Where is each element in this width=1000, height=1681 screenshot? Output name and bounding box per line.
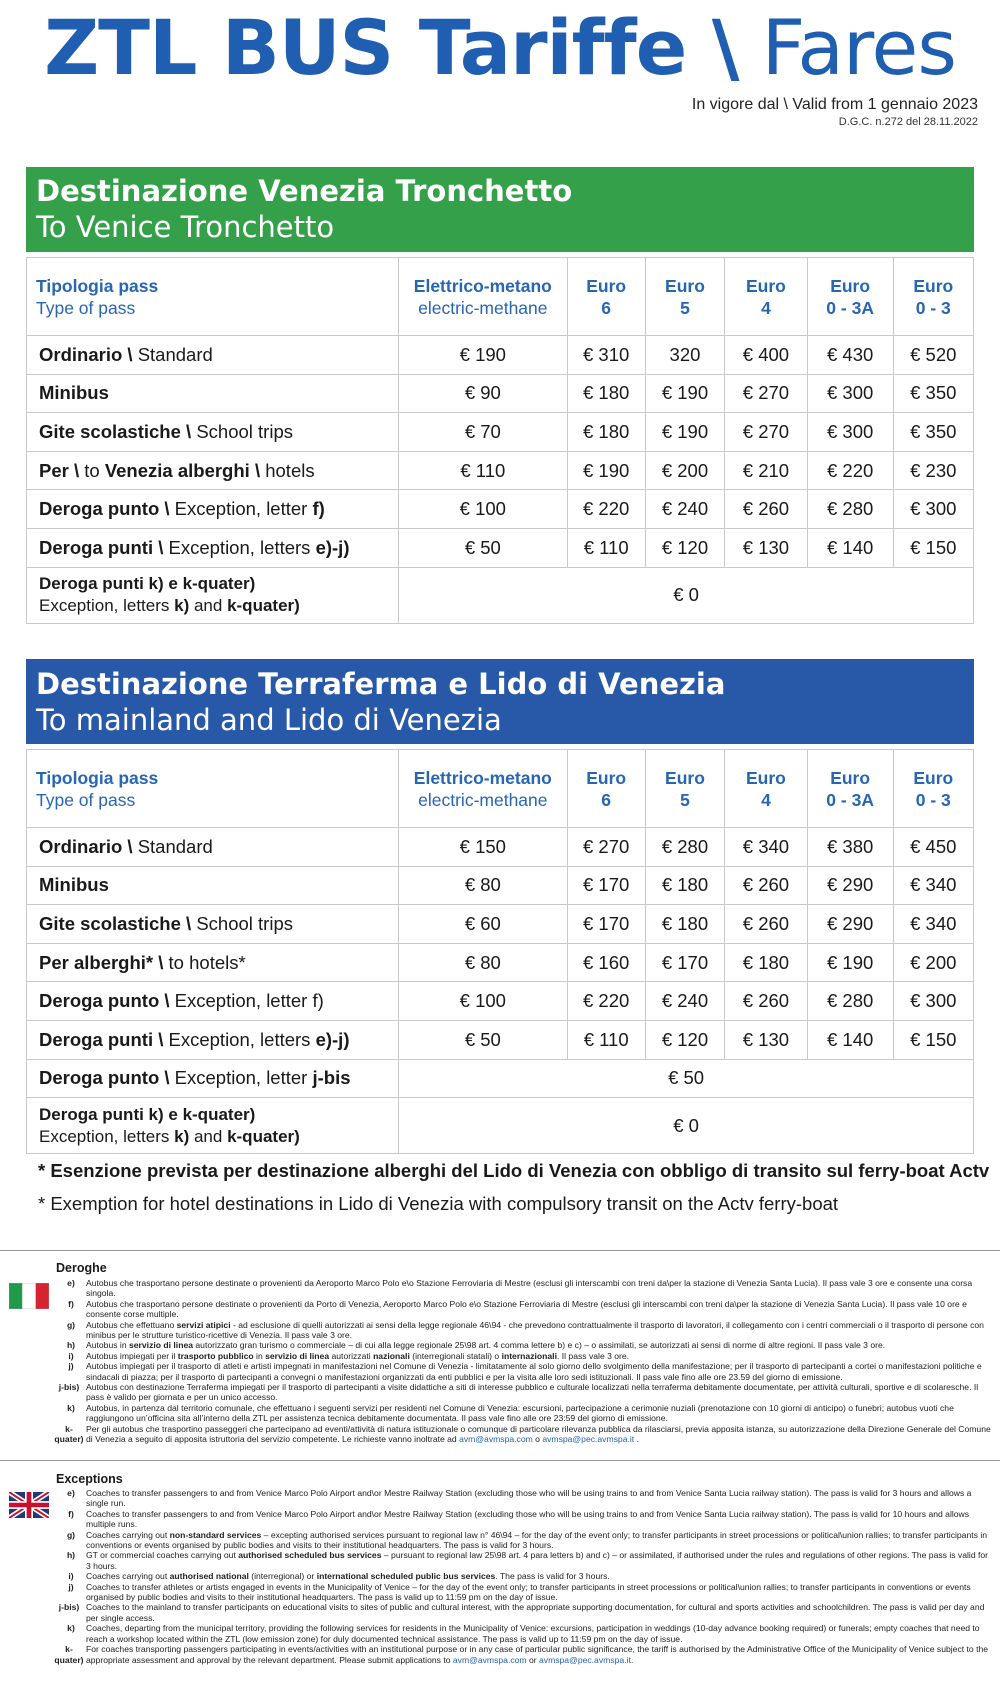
list-item: j-bis) Coaches to the mainland to transfer participants on educational visits to sites of public and cultural interest, with the appropriate supporting documentation, for cultural and sports activities and schoolchildren. The pass is valid per day and per single access. [58, 1602, 985, 1623]
fare-cell: € 100 [399, 490, 567, 529]
fare-cell: € 190 [807, 943, 893, 982]
mainland-fares-table [26, 749, 974, 1154]
table-row [27, 413, 974, 452]
uk-flag-icon [9, 1492, 49, 1518]
table-header-row [27, 750, 974, 828]
fare-cell: € 400 [725, 336, 808, 375]
fare-cell: € 200 [893, 943, 973, 982]
fare-cell: € 270 [567, 828, 645, 867]
valid-from: In vigore dal \ Valid from 1 gennaio 2023 [691, 96, 978, 113]
fare-cell: € 100 [399, 982, 567, 1021]
fare-cell: € 280 [645, 828, 724, 867]
fare-cell: € 60 [399, 905, 567, 944]
fare-cell: € 110 [567, 1020, 645, 1059]
fare-cell: € 190 [645, 413, 724, 452]
pec-email-link[interactable]: avmspa@pec.avmspa.it [542, 1434, 635, 1445]
row-label: Deroga punti \ Exception, letters e)-j) [27, 1020, 399, 1059]
fare-cell: € 0 [399, 1098, 974, 1154]
deroghe-list [54, 1278, 992, 1445]
fare-cell: € 110 [399, 451, 567, 490]
fare-cell: € 170 [567, 905, 645, 944]
fare-cell: € 180 [645, 905, 724, 944]
fare-cell: € 270 [725, 413, 808, 452]
fare-cell: € 260 [725, 490, 808, 529]
fare-cell: € 290 [807, 866, 893, 905]
fare-cell: € 80 [399, 866, 567, 905]
list-item: k) Autobus, in partenza dal territorio comunale, che effettuano i seguenti servizi per residenti nel Comune di Venezia: escursioni, partecipazione a cerimonie nuziali (prenotazione con 10 giorni di anticipo) o funebri; autobus vuoti che raggiungono un’officina sita all’interno della ZTL per assistenza tecnica debitamente documentata. Il pass vale fino alle ore 23:59 del giorno di emissione. [67, 1402, 954, 1424]
fare-cell: € 260 [725, 866, 808, 905]
table-header-row [27, 258, 974, 336]
list-item: h) Autobus in servizio di linea autorizzato gran turismo o commerciale – di cui alla legge regionale 25\98 art. 4 comma lettere b) e c) – o assimilati, se autorizzati ai sensi di norme di altre regioni. Il pass vale 3 ore. [66, 1340, 886, 1351]
fare-cell: € 0 [399, 567, 974, 623]
fare-cell: € 310 [567, 336, 645, 375]
fare-cell: € 170 [567, 866, 645, 905]
fare-cell: € 180 [725, 943, 808, 982]
email-link[interactable]: avm@avmspa.com [452, 1654, 527, 1665]
col-euro-0-3a: Euro 0 - 3A [807, 258, 893, 336]
fare-cell: € 190 [567, 451, 645, 490]
table-row [27, 451, 974, 490]
fare-cell: € 120 [645, 528, 724, 567]
fare-cell: € 230 [893, 451, 973, 490]
row-label: Deroga punto \ Exception, letter j-bis [27, 1059, 399, 1098]
table-row [27, 866, 974, 905]
exceptions-section [0, 1460, 1000, 1680]
fare-cell: € 520 [893, 336, 973, 375]
fare-cell: € 150 [399, 828, 567, 867]
pec-email-link[interactable]: avmspa@pec.avmspa.it [539, 1654, 631, 1665]
fare-cell: € 300 [893, 490, 973, 529]
fare-cell: € 150 [893, 528, 973, 567]
mainland-title-en: To mainland and Lido di Venezia [36, 703, 502, 737]
fare-cell: € 280 [807, 490, 893, 529]
fare-cell: € 130 [725, 528, 808, 567]
table-row [27, 982, 974, 1021]
fare-cell: € 180 [567, 413, 645, 452]
fare-cell: € 350 [893, 413, 973, 452]
title-thin: Fares [761, 3, 956, 92]
fare-cell: € 210 [725, 451, 808, 490]
fare-cell: € 90 [399, 374, 567, 413]
fare-cell: € 290 [807, 905, 893, 944]
table-row [27, 905, 974, 944]
fare-cell: € 340 [725, 828, 808, 867]
row-label: Per \ to Venezia alberghi \ hotels [27, 451, 399, 490]
fare-cell: € 160 [567, 943, 645, 982]
row-label: Deroga punto \ Exception, letter f) [27, 982, 399, 1021]
fare-cell: € 240 [645, 490, 724, 529]
fare-cell: € 180 [567, 374, 645, 413]
col-euro-0-3: Euro 0 - 3 [893, 258, 973, 336]
list-item: j-bis) Autobus con destinazione Terraferma impiegati per il trasporto di partecipanti a visite didattiche a siti di interesse pubblico e culturale localizzati nella terraferma debitamente documentate, per attività culturali, sportive e di scolaresche. Il pass è valido per giornata e per un unico accesso. [58, 1382, 979, 1403]
row-label: Per alberghi* \ to hotels* [27, 943, 399, 982]
fare-cell: 320 [645, 336, 724, 375]
row-label: Deroga punti k) e k-quater) Exception, letters k) and k-quater) [27, 1098, 399, 1154]
row-label: Deroga punti \ Exception, letters e)-j) [27, 528, 399, 567]
list-item: h) GT or commercial coaches carrying out authorised scheduled bus services – pursuant to regional law 25\98 art. 4 para letters b) and c) – or assimilated, if authorised under the rules and regulations of other regions. The pass is valid for 3 hours. [66, 1550, 989, 1571]
table-row [27, 490, 974, 529]
fare-cell: € 350 [893, 374, 973, 413]
table-row [27, 1020, 974, 1059]
fare-cell: € 260 [725, 905, 808, 944]
table-row [27, 528, 974, 567]
deroghe-heading: Deroghe [56, 1261, 107, 1275]
list-item: i) Autobus impiegati per il trasporto pubblico in servizio di linea autorizzati nazionali (interregionali statali) o internazionali. Il pass vale 3 ore. [68, 1350, 630, 1361]
tronchetto-title-en: To Venice Tronchetto [36, 210, 335, 244]
row-label: Minibus [27, 866, 399, 905]
col-type-of-pass: Tipologia pass Type of pass [27, 750, 399, 828]
fare-cell: € 180 [645, 866, 724, 905]
col-euro-0-3: Euro 0 - 3 [893, 750, 973, 828]
list-item: f) Coaches to transfer passengers to and from Venice Marco Polo Airport and\or Mestre Railway Station (excluding those who will be using trains to and from Venice Santa Lucia railway station). The pass is valid for 10 hours and allows multiple runs. [68, 1508, 970, 1530]
fare-cell: € 280 [807, 982, 893, 1021]
fare-cell: € 200 [645, 451, 724, 490]
list-item: j) Autobus impiegati per il trasporto di atleti e artisti impegnati in manifestazioni nel Comune di Venezia - limitatamente al solo giorno dello svolgimento della manifestazione; per il trasporto di partecipanti a cortei o manifestazioni politiche e sindacali di piazza; per il trasporto di partecipanti a convegni o manifestazioni organizzati da enti pubblici e per la visita alle loro sedi istituzionali. Il pass vale fino alle ore 23.59 del giorno di emissione. [68, 1361, 982, 1382]
fare-cell: € 340 [893, 866, 973, 905]
tronchetto-title-it: Destinazione Venezia Tronchetto [36, 174, 573, 208]
fare-cell: € 130 [725, 1020, 808, 1059]
table-row [27, 943, 974, 982]
col-euro-0-3a: Euro 0 - 3A [807, 750, 893, 828]
row-label: Gite scolastiche \ School trips [27, 413, 399, 452]
col-euro-4: Euro 4 [725, 750, 808, 828]
col-electric-methane: Elettrico-metano electric-methane [399, 750, 567, 828]
row-label: Ordinario \ Standard [27, 828, 399, 867]
fare-cell: € 300 [807, 374, 893, 413]
fare-cell: € 260 [725, 982, 808, 1021]
col-euro-5: Euro 5 [645, 258, 724, 336]
fare-cell: € 50 [399, 1059, 974, 1098]
row-label: Minibus [27, 374, 399, 413]
exemption-note-en: * Exemption for hotel destinations in Lido di Venezia with compulsory transit on the Actv ferry-boat [38, 1193, 839, 1214]
fare-cell: € 240 [645, 982, 724, 1021]
fare-cell: € 270 [725, 374, 808, 413]
list-item: k-quater) For coaches transporting passengers participating in events/activities with an institutional purpose or in any case of particular public significance, the tariff is authorised by the Administrative Office of the Municipality of Venice subject to the appropriate assessment and approval by the relevant department. Please submit applications to avm@avmspa.com or avmspa@pec.avmspa.it. [54, 1644, 989, 1665]
validity-info [692, 95, 978, 129]
mainland-title-it: Destinazione Terraferma e Lido di Venezia [36, 667, 726, 701]
col-euro-6: Euro 6 [567, 750, 645, 828]
dgc-reference: D.G.C. n.272 del 28.11.2022 [838, 116, 978, 128]
fare-cell: € 70 [399, 413, 567, 452]
title-bold: ZTL BUS Tariffe \ [44, 3, 739, 92]
fare-cell: € 220 [567, 490, 645, 529]
fare-cell: € 430 [807, 336, 893, 375]
tronchetto-banner [26, 167, 974, 252]
fare-cell: € 220 [567, 982, 645, 1021]
fare-cell: € 80 [399, 943, 567, 982]
exceptions-heading: Exceptions [56, 1472, 123, 1486]
list-item: k) Coaches, departing from the municipal territory, providing the following services for residents in the Municipality of Venice: excursions, participation in weddings (10-day advance booking required) or funerals; empty coaches that need to reach a workshop located within the ZTL (low emission zone) for duly documented technical assistance. The pass is valid up to 11:59 pm on the day of issue. [67, 1623, 980, 1644]
fare-cell: € 340 [893, 905, 973, 944]
fare-cell: € 50 [399, 1020, 567, 1059]
table-row [27, 567, 974, 623]
email-link[interactable]: avm@avmspa.com [459, 1434, 533, 1445]
list-item: g) Autobus che effettuano servizi atipici - ad esclusione di quelli autorizzati ai sensi della legge regionale 46\94 - che prevedono contrattualmente il trasporto di lavoratori, il collegamento con i centri commerciali o il trasporto di persone con minibus per le strutture turistico-ricettive di Venezia. Il pass vale 3 ore. [66, 1319, 984, 1341]
fare-cell: € 220 [807, 451, 893, 490]
exceptions-list [54, 1488, 992, 1665]
mainland-banner [26, 659, 974, 744]
table-row [27, 336, 974, 375]
table-row [27, 1059, 974, 1098]
fare-cell: € 150 [893, 1020, 973, 1059]
table-row [27, 1098, 974, 1154]
list-item: e) Autobus che trasportano persone destinate o provenienti da Aeroporto Marco Polo e\o Stazione Ferroviaria di Mestre (esclusi gli interscambi con treni da\per la stazione di Venezia Santa Lucia). Il pass vale 3 ore e consente una corsa singola. [67, 1278, 973, 1299]
col-euro-6: Euro 6 [567, 258, 645, 336]
table-row [27, 828, 974, 867]
tronchetto-fares-table [26, 257, 974, 624]
page-title [0, 2, 1000, 94]
italian-flag-icon [9, 1283, 49, 1309]
fare-cell: € 380 [807, 828, 893, 867]
fare-cell: € 170 [645, 943, 724, 982]
fare-cell: € 300 [893, 982, 973, 1021]
list-item: g) Coaches carrying out non-standard services – excepting authorised services pursuant to regional law n° 46\94 – for the day of the event only; to transfer participants in street processions or political\union rallies; to transfer participants in conventions or events organised by public bodies and visits to their institutional headquarters. The pass is valid for 3 hours. [66, 1529, 988, 1551]
col-euro-5: Euro 5 [645, 750, 724, 828]
col-euro-4: Euro 4 [725, 258, 808, 336]
fare-cell: € 120 [645, 1020, 724, 1059]
col-type-of-pass: Tipologia pass Type of pass [27, 258, 399, 336]
fare-cell: € 300 [807, 413, 893, 452]
fare-cell: € 110 [567, 528, 645, 567]
exemption-note-it: * Esenzione prevista per destinazione alberghi del Lido di Venezia con obbligo di transito sul ferry-boat Actv [38, 1160, 990, 1181]
row-label: Deroga punti k) e k-quater) Exception, letters k) and k-quater) [27, 567, 399, 623]
list-item: e) Coaches to transfer passengers to and from Venice Marco Polo Airport and\or Mestre Railway Station (excluding those who will be using trains to and from Venice Santa Lucia railway station). The pass is valid for 3 hours and allows a single run. [67, 1488, 972, 1509]
fare-cell: € 140 [807, 528, 893, 567]
row-label: Ordinario \ Standard [27, 336, 399, 375]
fare-cell: € 450 [893, 828, 973, 867]
row-label: Gite scolastiche \ School trips [27, 905, 399, 944]
row-label: Deroga punto \ Exception, letter f) [27, 490, 399, 529]
fare-cell: € 190 [645, 374, 724, 413]
list-item: k-quater) Per gli autobus che trasportino passeggeri che partecipano ad eventi/attività di natura istituzionale o comunque di particolare rilevanza pubblica da rilasciarsi, previa apposita istanza, su autorizzazione della Direzione Generale del Comune di Venezia a seguito di apposita istruttoria del servizio competente. Le richieste vanno inoltrate ad avm@avmspa.com o avmspa@pec.avmspa.it . [54, 1423, 991, 1445]
col-electric-methane: Elettrico-metano electric-methane [399, 258, 567, 336]
list-item: i) Coaches carrying out authorised national (interregional) or international scheduled public bus services. The pass is valid for 3 hours. [68, 1571, 610, 1582]
fare-cell: € 50 [399, 528, 567, 567]
list-item: f) Autobus che trasportano persone destinate o provenienti da Porto di Venezia, Aeroporto Marco Polo e\o Stazione Ferroviaria di Mestre (esclusi gli interscambi con treni da\per la stazione di Venezia Santa Lucia). Il pass vale 10 ore e consente corse multiple. [68, 1298, 967, 1320]
list-item: j) Coaches to transfer athletes or artists engaged in events in the Municipality of Venice – for the day of the event only; to transfer participants in street processions or political\union rallies; to transfer participants in conventions or events organised by public bodies and visits to their institutional headquarters. The pass is valid up to 11:59 pm on the day of issue. [68, 1581, 971, 1603]
fare-cell: € 190 [399, 336, 567, 375]
fare-cell: € 140 [807, 1020, 893, 1059]
table-row [27, 374, 974, 413]
deroghe-section [0, 1250, 1000, 1463]
